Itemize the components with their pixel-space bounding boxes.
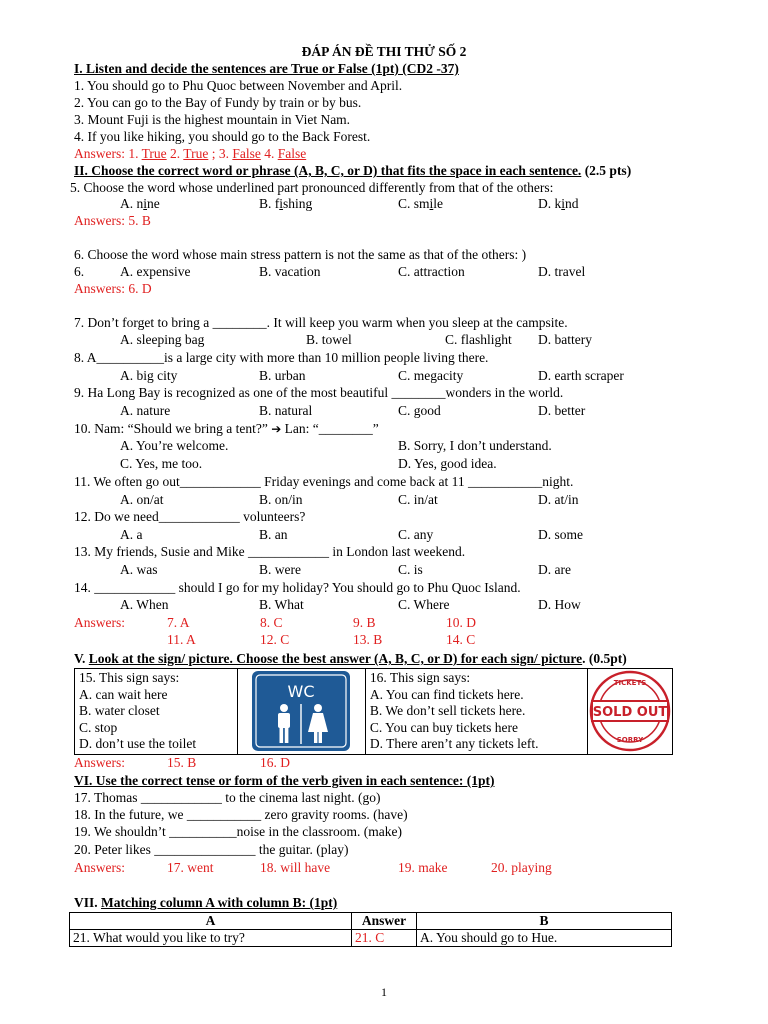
q15-option-a: A. can wait here (79, 686, 168, 702)
q10-option-c: C. Yes, me too. (120, 456, 203, 471)
stamp-main-text: SOLD OUT (592, 705, 668, 721)
s2-answer-12: 12. C (260, 632, 290, 647)
q7-option-c: C. flashlight (445, 332, 512, 347)
col-a-header: A (70, 913, 352, 930)
q6-answer: Answers: 6. D (74, 281, 152, 296)
q8-option-c: C. megacity (398, 368, 464, 383)
s6-answers-label: Answers: (74, 860, 125, 875)
matching-table (69, 912, 672, 947)
q5-text: 5. Choose the word whose underlined part pronounced differently from that of the others: (70, 180, 554, 195)
section-1-heading: I. Listen and decide the sentences are True or False (1pt) (CD2 -37) (74, 61, 459, 76)
q12-text: 12. Do we need____________ volunteers? (74, 509, 306, 524)
s6-answer-17: 17. went (167, 860, 214, 875)
q8-option-d: D. earth scraper (538, 368, 624, 383)
s5-answer-16: 16. D (260, 755, 290, 770)
q5-option-c: C. smile (398, 196, 444, 211)
q14-option-d: D. How (538, 597, 581, 612)
q7-option-a: A. sleeping bag (120, 332, 205, 347)
q16-prompt: 16. This sign says: (369, 670, 471, 685)
q5-option-b: B. fishing (259, 196, 313, 211)
q13-option-b: B. were (259, 562, 301, 577)
q16-box (365, 669, 587, 755)
q7-option-b: B. towel (306, 332, 352, 347)
q14-option-b: B. What (259, 597, 304, 612)
q11-text: 11. We often go out____________ Friday evenings and come back at 11 ___________night. (74, 474, 574, 489)
s2-answer-14: 14. C (446, 632, 476, 647)
page-title: ĐÁP ÁN ĐỀ THI THỬ SỐ 2 (301, 44, 467, 59)
q11-option-b: B. on/in (259, 492, 303, 507)
q12-option-a: A. a (120, 527, 143, 542)
s6-item-18: 18. In the future, we ___________ zero gravity rooms. (have) (74, 807, 408, 822)
q13-text: 13. My friends, Susie and Mike ____________ in London last weekend. (74, 544, 466, 559)
q5-option-d: D. kind (538, 196, 579, 211)
q16-option-c: C. You can buy tickets here (369, 719, 519, 735)
s1-item-3: 3. Mount Fuji is the highest mountain in Viet Nam. (74, 112, 351, 127)
s5-answers-label: Answers: (74, 755, 125, 770)
q9-option-d: D. better (538, 403, 586, 418)
q5-option-a: A. nine (120, 196, 160, 211)
s6-answer-20: 20. playing (491, 860, 552, 875)
s2-answer-7: 7. A (167, 615, 190, 630)
s2-answer-11: 11. A (167, 632, 196, 647)
q13-option-c: C. is (398, 562, 423, 577)
row-21-answer: 21. C (352, 930, 417, 947)
wc-sign-cell (237, 669, 365, 755)
s6-item-20: 20. Peter likes _______________ the guitar. (play) (74, 842, 349, 857)
q9-option-a: A. nature (120, 403, 171, 418)
q7-text: 7. Don’t forget to bring a ________. It will keep you warm when you sleep at the campsite. (74, 315, 568, 330)
s2-answer-9: 9. B (353, 615, 376, 630)
section-6-heading: VI. Use the correct tense or form of the verb given in each sentence: (1pt) (74, 773, 495, 788)
arrow-right-icon: ➔ (271, 422, 282, 436)
wc-label: WC (287, 682, 315, 702)
q13-option-d: D. are (538, 562, 571, 577)
q13-option-a: A. was (120, 562, 158, 577)
s6-answer-19: 19. make (398, 860, 448, 875)
q16-option-d: D. There aren’t any tickets left. (369, 736, 539, 751)
q15-box (75, 669, 238, 755)
q5-answer: Answers: 5. B (74, 213, 151, 228)
section-5-heading: V. Look at the sign/ picture. Choose the best answer (A, B, C, or D) for each sign/ picture. (0.5pt) (74, 651, 627, 666)
sold-out-stamp-image (588, 669, 672, 753)
q11-option-c: C. in/at (398, 492, 438, 507)
q9-option-b: B. natural (259, 403, 313, 418)
section-2-heading: II. Choose the correct word or phrase (A, B, C, or D) that fits the space in each sentence. (2.5 pts) (74, 163, 632, 178)
col-b-header: B (417, 913, 672, 930)
q7-option-d: D. battery (538, 332, 592, 347)
q9-option-c: C. good (398, 403, 441, 418)
q15-option-d: D. don’t use the toilet (79, 736, 197, 751)
section-7-heading: VII. Matching column A with column B: (1pt) (74, 895, 338, 910)
q6-option-c: C. attraction (398, 264, 465, 279)
q6-number: 6. (74, 264, 85, 279)
q10-option-b: B. Sorry, I don’t understand. (398, 438, 552, 453)
s6-item-19: 19. We shouldn’t __________noise in the classroom. (make) (74, 824, 402, 839)
page-number: 1 (381, 985, 387, 999)
s1-item-4: 4. If you like hiking, you should go to the Back Forest. (74, 129, 371, 144)
q14-option-c: C. Where (398, 597, 450, 612)
s1-item-1: 1. You should go to Phu Quoc between November and April. (74, 78, 403, 93)
stamp-bottom-text: SORRY (616, 736, 644, 745)
q9-text: 9. Ha Long Bay is recognized as one of the most beautiful ________wonders in the world. (74, 385, 564, 400)
q6-option-a: A. expensive (120, 264, 191, 279)
q6-option-d: D. travel (538, 264, 586, 279)
q10-text: 10. Nam: “Should we bring a tent?” ➔ Lan: “________” (74, 421, 379, 436)
signs-table (74, 668, 673, 755)
s6-item-17: 17. Thomas ____________ to the cinema last night. (go) (74, 790, 381, 805)
q16-option-a: A. You can find tickets here. (369, 686, 524, 702)
s5-answer-15: 15. B (167, 755, 197, 770)
q10-option-a: A. You’re welcome. (120, 438, 229, 453)
row-21-b: A. You should go to Hue. (417, 930, 672, 947)
q11-option-d: D. at/in (538, 492, 579, 507)
row-21-a: 21. What would you like to try? (70, 930, 352, 947)
q6-text: 6. Choose the word whose main stress pattern is not the same as that of the others: ) (74, 247, 527, 262)
q15-prompt: 15. This sign says: (79, 670, 180, 685)
q15-option-c: C. stop (79, 719, 118, 735)
q14-option-a: A. When (120, 597, 169, 612)
wc-sign-image (251, 670, 351, 752)
q11-option-a: A. on/at (120, 492, 164, 507)
stamp-top-text: TICKETS (613, 679, 647, 688)
q8-text: 8. A__________is a large city with more than 10 million people living there. (74, 350, 489, 365)
q12-option-c: C. any (398, 527, 434, 542)
q14-text: 14. ____________ should I go for my holiday? You should go to Phu Quoc Island. (74, 580, 521, 595)
q10-option-d: D. Yes, good idea. (398, 456, 497, 471)
s2-answer-10: 10. D (446, 615, 476, 630)
q12-option-d: D. some (538, 527, 583, 542)
q8-option-b: B. urban (259, 368, 306, 383)
s2-answers-label: Answers: (74, 615, 125, 630)
q15-option-b: B. water closet (79, 703, 160, 718)
s2-answer-8: 8. C (260, 615, 283, 630)
stamp-cell (588, 669, 673, 755)
s1-item-2: 2. You can go to the Bay of Fundy by train or by bus. (74, 95, 362, 110)
s6-answer-18: 18. will have (260, 860, 331, 875)
q6-option-b: B. vacation (259, 264, 321, 279)
q8-option-a: A. big city (120, 368, 178, 383)
q16-option-b: B. We don’t sell tickets here. (369, 703, 526, 718)
s1-answers: Answers: 1. True 2. True ; 3. False 4. False (74, 146, 307, 161)
col-answer-header: Answer (352, 913, 417, 930)
s2-answer-13: 13. B (353, 632, 383, 647)
q12-option-b: B. an (259, 527, 288, 542)
